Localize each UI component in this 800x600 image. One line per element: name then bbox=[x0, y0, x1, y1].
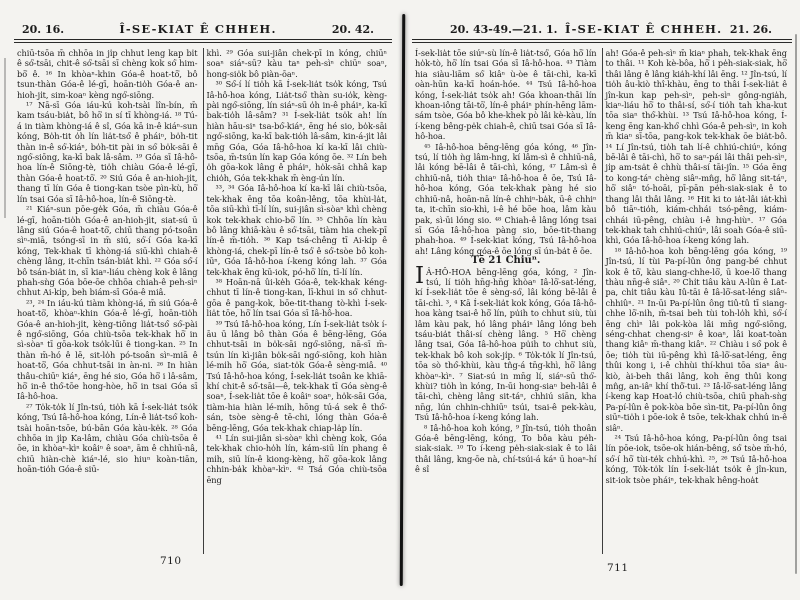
verse-text: ²⁴ Tsú Iâ-hô-hoa kóng, Pa-pí-lûn ông tsai lín pōe-iok, tsōe-ok hián-bêng, só͘ tsòe m̄-hó, só͘-í hō͘ tùi-te̍k chhú-khì. ²⁵, ²⁶ Tsú Iâ-hô-hoa kóng, To̍k-to̍k lín Í-sek-lia̍t tso̍k ê jîn-kun, sit-iok tsòe pháiⁿ, tek-khak hêng-hoa̍t bbox=[605, 433, 787, 485]
header-double-rule bbox=[14, 39, 392, 43]
right-page-column-2 bbox=[603, 48, 793, 554]
left-page-column-2 bbox=[204, 48, 393, 554]
right-page-columns bbox=[412, 48, 792, 554]
right-page-column-1 bbox=[412, 48, 603, 554]
book-title: Î-SE-KIAT Ê CHHEH. bbox=[119, 22, 277, 36]
verse-range-start: 20. 16. bbox=[22, 23, 65, 36]
header-double-rule bbox=[412, 39, 792, 43]
right-page bbox=[412, 22, 792, 582]
verse-text: ³⁸ Hoān-nā ûi-ke̍h Góa-ê, tek-khak kéng-chhut tī lín-ê tiong-kan, lī-khui in só͘ chhut-gōa ê pang-kok, bōe-tit-thang tò-khì Í-sek-lia̍t tōe, hō͘ lín tsai Góa sī Iâ-hô-hoa. bbox=[206, 276, 387, 319]
verse-text: ⁸ Iâ-hô-hoa koh kóng, ⁹ Jîn-tsú, tio̍h thoân Góa-ê bēng-lēng, kóng, To bôa kàu pe̍h-siak-siak. ¹⁰ To í-keng pe̍h-siak-siak ê to lâi thâi lâng, kng-ōe nà, chí-tsúi-á káⁿ ū hoaⁿ-hí ê sî bbox=[415, 422, 597, 475]
verse-text: ⁴¹ Lín sui-jiân sì-sòaⁿ khì chèng kok, Góa tek-khak chio-ho̍h lín, kám-siū lín phang ê mi̍h, siū lín-ê kiong-kèng, hō͘ gōa-kok lâng chhin-ba̍k khòaⁿ-kìⁿ. ⁴² Tsá Góa chiù-tsōa ēng bbox=[206, 433, 387, 485]
verse-text: ²⁷ To̍k-to̍k lí Jîn-tsú, tio̍h kā Í-sek-lia̍t tso̍k kóng, Tsú Iâ-hô-hoa kóng, Lín-ê lia̍t-tsó͘ koh-tsài hoān-tsōe, bú-bān Góa kàu-ke̍k. ²⁸ Góa chhōa in ji̍p Ka-lâm, chiàu Góa chiù-tsōa ê ōe, in khòaⁿ-kìⁿ koâiⁿ ê soaⁿ, ām ê chhiū-nâ, chiū hiàn-chè kiáⁿ-lé, sio hiuⁿ koàn-tiān, hoān-tio̍h Góa-ê siū- bbox=[17, 401, 198, 475]
chapter-heading: Tē 21 Chiuⁿ. bbox=[471, 255, 541, 267]
binding-gutter-shadow bbox=[400, 14, 405, 586]
verse-text: ah! Góa-ê peh-sìⁿ m̄ kiaⁿ phah, tek-khak ēng to thâi. ¹¹ Koh kè-bôa, hō͘ i pe̍h-siak-siak, hō͘ thâi lâng ê lâng kia̍h-khí lâi ēng. ¹² Jîn-tsú, lí tio̍h âu-kiò thî-khàu, ēng to thâi Í-sek-lia̍t ê jîn-kun kap peh-sìⁿ, peh-sìⁿ gông-ngia̍h, kiaⁿ-liáu hō͘ to thâi-sí, só͘-í tio̍h tah kha-kut tōa siaⁿ thó͘-khùi. ¹³ Tsú Iâ-hô-hoa kóng, Í-keng ēng kan-khó͘ chhì Góa-ê peh-sìⁿ, in koh m̄ kiaⁿ sī-tōa, pang-kok tek-khak ōe bia̍t-bô. ¹⁴ Lí Jîn-tsú, tio̍h tah lí-ê chhiú-chiúⁿ, kóng bē-lâi ê tāi-chì, hō͘ to saⁿ-pái lâi thâi peh-sìⁿ, ji̍p am-tsa̍t ê chhù thâi-sí tāi-jîn. ¹⁵ Góa ēng to kong-táⁿ chèng siâⁿ-mn̂g, hō͘ lâng sit-táⁿ, hō͘ siâⁿ tó-hoāi, pī-pān pe̍h-siak-siak ê to thang lâi thâi lâng. ¹⁶ Hit ki to ia̍t-lâi ia̍t-khì bô tiāⁿ-tio̍h, kiám-chhái tsó-pêng, kiám-chhái iū-pêng, chiàu i-ê hng-hiùⁿ. ¹⁷ Góa tek-khak tah chhiú-chiúⁿ, lâi soah Góa-ê siū-khì, Góa Iâ-hô-hoa í-keng kóng lah. bbox=[605, 48, 787, 246]
left-page-column-1 bbox=[14, 48, 204, 554]
verse-text: ³⁰ Só͘-í lí tio̍h kā Í-sek-lia̍t tso̍k kóng, Tsú Iâ-hô-hoa kóng, Lia̍t-tsó͘ thàn su-io̍k, kèng-pài ngó͘-siōng, lín siáⁿ-sū o̍h in-ê pháiⁿ, ka-kī bak-tio̍h lâ-sâm? ³¹ Í-sek-lia̍t tso̍k ah! lín hiàn hāu-siⁿ tsa-bó͘-kiáⁿ, ēng hé sio, bo̍k-sāi ngó͘-siōng, ka-kī bak-tio̍h lâ-sâm, kin-á-ji̍t lâi mn̄g Góa, Góa Iâ-hô-hoa kí ka-kī lâi chiù-tsōa, m̄-tsún lín kap Góa kóng ōe. ³² Lín beh o̍h gōa-kok lâng ê pháiⁿ, ho̍k-sāi chhâ kap chio̍h, Góa tek-khak m̄ èng-ún lín. bbox=[206, 79, 387, 183]
page-number-right: 711 bbox=[607, 562, 629, 574]
verse-text: ²¹ Kiáⁿ-sun pōe-ge̍k Góa, m̄ chiàu Góa-ê lé-gī, hoān-tio̍h Góa-ê an-hioh-ji̍t, siat-sú ū lâng siú Góa-ê hoat-tō͘, chiū thang pó-tsoân sìⁿ-miā, tsóng-sī in m̄ siú, só͘-í Góa ka-kī kóng, Tek-khak tī khòng-iá siū-khì chiah-ê chèng lâng, it-chīn tsán-bia̍t khì. ²² Góa só͘-í bô tsán-bia̍t in, sī kiaⁿ-liáu chèng kok ê lâng phah-sǹg Góa bōe-ōe chhōa chiah-ê peh-sìⁿ chhut Ai-ki̍p, beh biám-sī Góa-ê miâ. bbox=[17, 204, 198, 298]
verse-text: ³⁹ Tsú Iâ-hô-hoa kóng, Lín Í-sek-lia̍t tso̍k í-āu ū lâng bô thàn Góa ê bēng-lēng, Góa chhut-tsāi in bo̍k-sāi ngó͘-siōng, nā-sī m̄-tsún lín kì-jiân bo̍k-sāi ngó͘-siōng, koh hiàn lé-mi̍h hō͘ Góa, siat-to̍k Góa-ê sèng-miâ. ⁴⁰ Tsú Iâ-hô-hoa kóng, Í-sek-lia̍t tsoân ke khiā-khí chit-ê só͘-tsāi—ê, tek-khak tī Góa sèng-ê soaⁿ, Í-sek-lia̍t tōe ê koâiⁿ soaⁿ, ho̍k-sāi Góa, tiàm-hia hiàn lé-mi̍h, hōng tú-á sek ê thó͘-sán, tsòe sèng-ê tē-chi, lóng thàn Góa-ê bēng-lēng, Góa tek-khak chiap-la̍p lín. bbox=[206, 318, 387, 433]
verse-text: chiū-tsōa m̄ chhōa in ji̍p chhut leng kap bi̍t ê só͘-tsāi, chit-ê só͘-tsāi sī chèng kok só͘ him-bō͘ ê. ¹⁶ In khòaⁿ-khin Góa-ê hoat-tō͘, bô tsun-thàn Góa-ê lé-gī, hoān-tio̍h Góa-ê an-hioh-ji̍t, sim-koaⁿ kèng ngó͘-siōng. bbox=[17, 48, 198, 100]
verse-range-start: 20. 43-49.—21. 1. bbox=[450, 23, 558, 36]
left-page-columns bbox=[14, 48, 392, 554]
verse-range-end: 20. 42. bbox=[331, 23, 374, 36]
chapter-opening-paragraph bbox=[415, 262, 597, 423]
scan-right-edge-shadow bbox=[795, 34, 797, 574]
left-page-running-header bbox=[14, 22, 392, 36]
verse-text: Â-HÔ-HOA bēng-lēng góa, kóng, ² Jîn-tsú, lí tio̍h hn̄g-hn̄g khòaⁿ Iâ-lō͘-sat-léng, kí Í-sek-lia̍t tōe ê sèng-só͘, lâi kóng bē-lâi ê tāi-chì. ³, ⁴ Kā Í-sek-lia̍t kok kóng, Góa Iâ-hô-hoa kàng tsai-ê hō͘ lín, pu̍ih to chhut siù, tùi lâm kàu pak, hó lâng pháiⁿ lâng lóng beh tsáu-bia̍t thâi-sí chèng lâng. ⁵ Hō͘ chèng lâng tsai, Góa Iâ-hô-hoa pu̍ih to chhut siù, tek-khak bô koh sok-ji̍p. ⁶ To̍k-to̍k lí Jîn-tsú, tōa sò thó͘-khùi, kàu tn̂g-á tn̄g-khì, hō͘ lâng khòaⁿ-kìⁿ. ⁷ Siat-sú in mn̄g lí, siáⁿ-sū thó͘-khùi? tio̍h ìn kóng, In-ūi hong-siaⁿ beh-lâi ê tāi-chì, chèng lâng sit-táⁿ, chhiú siān, kha nn̄g, lún chhin-chhiūⁿ tsúi, tsai-ê pek-kàu, Tsú Iâ-hô-hoa í-keng kóng lah. bbox=[415, 266, 597, 423]
verse-text: ⁴⁵ Iâ-hô-hoa bēng-lēng góa kóng, ⁴⁶ Jîn-tsú, lí tio̍h ǹg lâm-hng, kí lâm-sì ê chhiū-nâ, lâi kóng bē-lâi ê tāi-chì, kóng, ⁴⁷ Lâm-sì ê chhiū-nâ, tio̍h thiaⁿ Iâ-hô-hoa ê ōe, Tsú Iâ-hô-hoa kóng, Góa tek-khak pàng hé sio chhiū-nâ, hoān-nā lín-ê chhiⁿ-ba̍k, ū-ê chhiⁿ ta, it-chīn sio-khì, i-ê hé bōe hoa, lâm kàu pak, sì-ūi lóng sio. ⁴⁸ Chiah-ê lâng lóng tsai sī Góa Iâ-hô-hoa pàng sio, bōe-tit-thang phah-hoa. ⁴⁹ Í-sek-kiat kóng, Tsú Iâ-hô-hoa ah! Lâng kóng góa-ê ōe lóng sī ún-ba̍t ê ōe. bbox=[415, 141, 597, 256]
verse-range-end: 21. 26. bbox=[729, 23, 772, 36]
scan-left-edge-shadow bbox=[4, 58, 6, 218]
drop-cap: I bbox=[415, 262, 425, 289]
verse-text: ³³, ³⁴ Góa Iâ-hô-hoa kí ka-kī lâi chiù-tsōa, tek-khak ēng tōa koân-lêng, tōa khùi-la̍t, tōa siū-khì tī-lí lín, sui-jiân sì-sòaⁿ khì chèng kok tek-khak chio-bō͘ lín. ³⁵ Chhōa lín kàu bô lâng khiā-kàu ê só͘-tsāi, tiàm hia chek-pī lín-ê m̄-tio̍h. ³⁶ Kap tsá-chêng tī Ai-ki̍p ê khòng-iá, chek-pī lín-ê tsó͘ ê só͘-tsòe bô koh-iūⁿ, Góa Iâ-hô-hoa í-keng kóng lah. ³⁷ Góa tek-khak ēng kū-iok, pó-hō͘ lín, tī-lí lín. bbox=[206, 183, 387, 277]
verse-text: khì. ²⁹ Góa sui-jiân chek-pī in kóng, chiūⁿ soaⁿ siáⁿ-sū? kàu taⁿ peh-sìⁿ chiūⁿ soaⁿ, hong-sio̍k bô piàn-ōaⁿ. bbox=[206, 48, 387, 79]
book-title: Î-SE-KIAT Ê CHHEH. bbox=[565, 22, 723, 36]
right-page-running-header bbox=[412, 22, 792, 36]
verse-text: ²³, ²⁴ In iáu-kú tiàm khòng-iá, m̄ siú Góa-ê hoat-tō͘, khòaⁿ-khin Góa-ê lé-gī, hoān-tio̍h Góa-ê an-hioh-ji̍t, kèng-tiōng lia̍t-tsó͘ só͘-pài ê ngó͘-siōng, Góa chiù-tsōa tek-khak hō͘ in sì-sòaⁿ tī gōa-kok tso̍k-lūi ê tiong-kan. ²⁵ In thàn m̄-hó ê lē, sit-lo̍h pó-tsoân sìⁿ-miā ê hoat-tō͘, Góa chhut-tsāi in àn-ni. ²⁶ In hiàn thâu-chiūⁿ kiáⁿ, ēng hé sio, Góa hō͘ i lâ-sâm, hō͘ in-ê thó͘-tōe hong-hòe, hō͘ in tsai Góa sī Iâ-hô-hoa. bbox=[17, 297, 198, 402]
verse-text: Í-sek-lia̍t tōe siúⁿ-sù lín-ê lia̍t-tsó͘, Góa hō͘ lín ho̍k-tò, hō͘ lín tsai Góa sī Iâ-hô-hoa. ⁴³ Tiàm hia siàu-liām só͘ kiâⁿ ù-òe ê tāi-chì, ka-kī oàn-hūn ka-kī hoán-hóe. ⁴⁴ Tsú Iâ-hô-hoa kóng, Í-sek-lia̍t tso̍k ah! Góa khoan-thāi lín khoan-iông tāi-tō͘, lín-ê pháiⁿ phín-hēng lām-sám tsòe, Góa bô khe-khek pò lâi kè-kàu, lín í-keng bêng-pe̍k chiah-ê, chiū tsai Góa sī Iâ-hô-hoa. bbox=[415, 48, 597, 142]
verse-text: ¹⁷ Nā-sī Góa iáu-kú koh-tsài lîn-bín, m̄ kam tsáu-bia̍t, bô hō͘ in sí tī khòng-iá. ¹⁸ Tú-á in tiàm khòng-iá ê sî, Góa kā in-ê kiáⁿ-sun kóng, Bo̍h-tit o̍h lín lia̍t-tsó͘ ê pháiⁿ, bo̍h-tit thàn in-ê só͘-kiáⁿ, bo̍h-tit pài in só͘ bo̍k-sāi ê ngó͘-siōng, ka-kī bak lâ-sâm. ¹⁹ Góa sī Iâ-hô-hoa lín-ê Siōng-tè, tio̍h chiàu Góa-ê lé-gī, thàn Góa-ê hoat-tō͘. ²⁰ Siú Góa ê an-hioh-ji̍t, thang tī lín Góa ê tiong-kan tsòe pìn-kù, hō͘ lín tsai Góa sī Iâ-hô-hoa, lín-ê Siōng-tè. bbox=[17, 100, 198, 204]
verse-text: ¹⁸ Iâ-hô-hoa koh bēng-lēng góa kóng, ¹⁹ Jîn-tsú, lí tùi Pa-pí-lûn ông pang-bé chhut kok ê tō͘, kàu siang-chhe-lō͘, ū koe-lō͘ thang thàu nn̄g-ê siâⁿ. ²⁰ Chi̍t tiâu kàu A-lûn ê Lat-pa, chi̍t tiâu kàu Iû-tāi ê Iâ-lō͘-sat-léng siâⁿ-chhiûⁿ. ²¹ In-ūi Pa-pí-lûn ông tiû-tû tī siang-chhe lō͘-ni̍h, m̄-tsai beh tùi toh-lo̍h khì, só͘-í ēng chìⁿ lâi pok-kòa lâi mn̄g ngó͘-siōng, séng-chhat cheng-siⁿ ê koaⁿ, lâi koat-toàn thang kiâⁿ m̄-thang kiâⁿ. ²² Chiàu i só͘ pok ê ōe; tio̍h tùi iū-pêng khì Iâ-lō͘-sat-léng, ēng thûi kong i, i-ê chhùi thí-khui tōa siaⁿ âu-kiò, ài-beh thâi lâng, koh ēng thûi kong mn̂g, an-iâⁿ khí thô͘-tui. ²³ Iâ-lō͘-sat-léng lâng í-keng kap Hoat-ló chiù-tsōa, chiū phah-sǹg Pa-pí-lûn ê pok-kòa bōe sìn-tit, Pa-pí-lûn ông siūⁿ-tio̍h i pōe-iok ê tsōe, tek-khak chhú in-ê siâⁿ. bbox=[605, 245, 787, 433]
left-page bbox=[14, 22, 392, 582]
page-number-left: 710 bbox=[160, 555, 182, 567]
